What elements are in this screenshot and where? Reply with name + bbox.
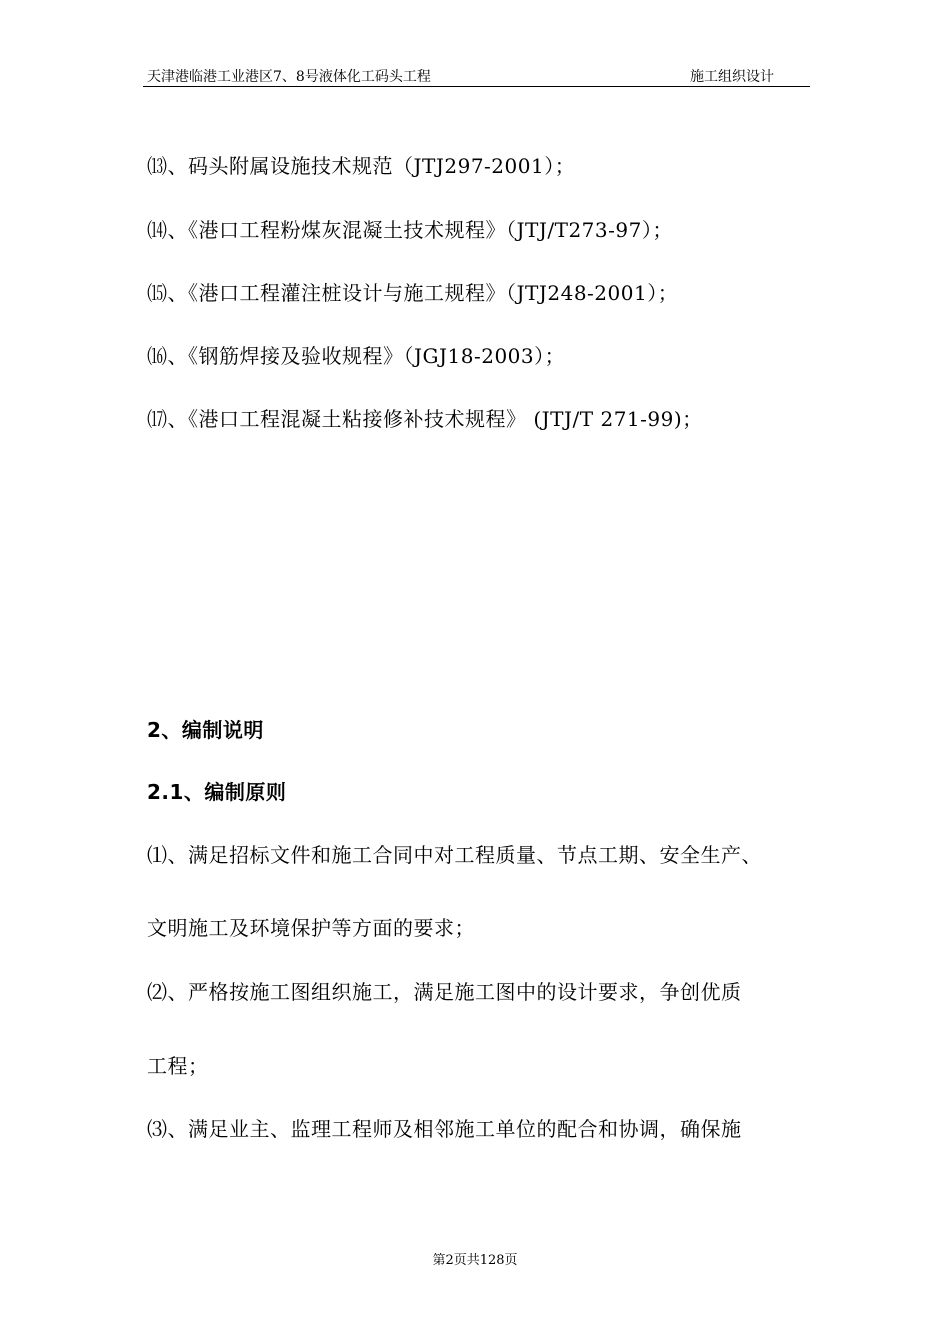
reference-item: ⒁、《港口工程粉煤灰混凝土技术规程》（JTJ/T273-97）； xyxy=(147,218,673,242)
paragraph-line: ⑶、满足业主、监理工程师及相邻施工单位的配合和协调，确保施 xyxy=(147,1117,742,1141)
header-document-type: 施工组织设计 xyxy=(690,69,774,85)
page-number: 第2页共128页 xyxy=(432,1253,518,1268)
section-heading: 2、编制说明 xyxy=(147,718,264,742)
paragraph-line: ⑵、严格按施工图组织施工，满足施工图中的设计要求，争创优质 xyxy=(147,980,742,1004)
paragraph-line: 工程； xyxy=(147,1054,209,1078)
header-project-title: 天津港临港工业港区7、8号液体化工码头工程 xyxy=(147,69,431,85)
reference-item: ⒀、码头附属设施技术规范（JTJ297-2001）； xyxy=(147,154,576,178)
header-divider xyxy=(143,86,810,87)
reference-item: ⒂、《港口工程灌注桩设计与施工规程》（JTJ248-2001）； xyxy=(147,281,679,305)
paragraph-line: 文明施工及环境保护等方面的要求； xyxy=(147,916,475,940)
reference-item: ⒃、《钢筋焊接及验收规程》（JGJ18-2003）； xyxy=(147,344,566,368)
paragraph-line: ⑴、满足招标文件和施工合同中对工程质量、节点工期、安全生产、 xyxy=(147,843,762,867)
reference-item: ⒄、《港口工程混凝土粘接修补技术规程》 (JTJ/T 271-99)； xyxy=(147,407,703,431)
section-subheading: 2.1、编制原则 xyxy=(147,780,287,804)
